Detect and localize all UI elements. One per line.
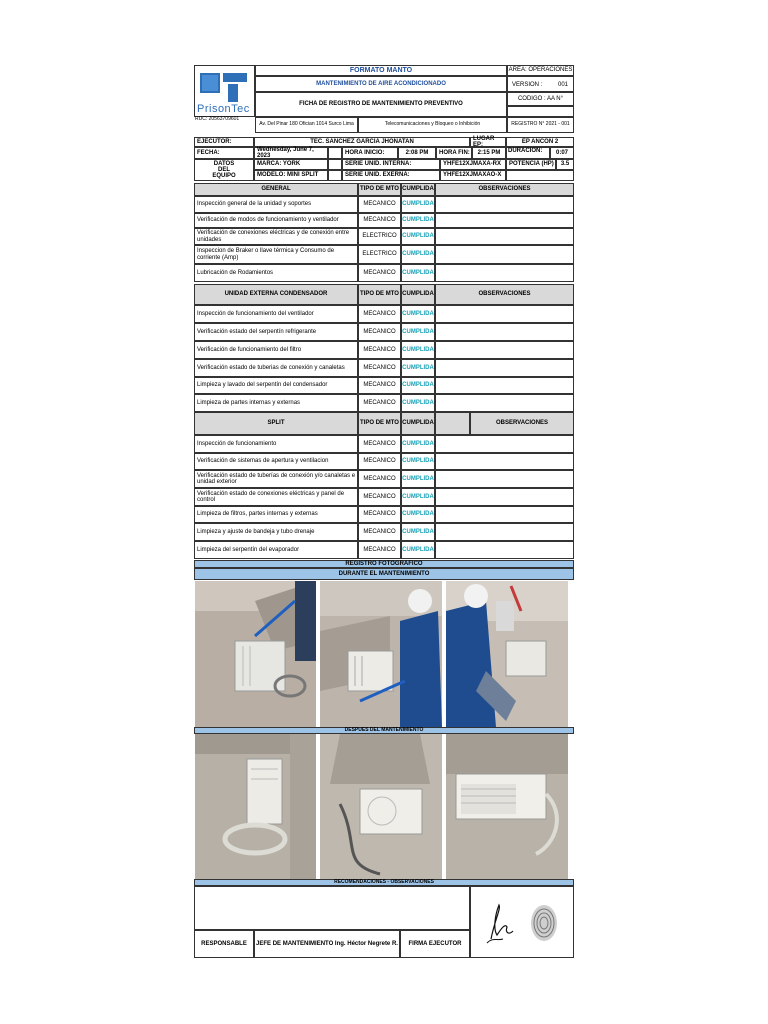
observaciones-cell bbox=[435, 506, 574, 523]
serie-externa-value: YHFE12XJMAXAO-X bbox=[440, 170, 506, 181]
recomendaciones-area bbox=[194, 886, 470, 930]
version-value: 001 bbox=[558, 82, 569, 88]
status-value: CUMPLIDA bbox=[401, 394, 435, 412]
status-value: CUMPLIDA bbox=[401, 377, 435, 394]
photo-after-3 bbox=[446, 734, 568, 879]
col-cumplida: CUMPLIDA bbox=[401, 412, 435, 435]
version-label: VERSION : bbox=[512, 82, 543, 88]
recomendaciones-band: RECOMENDACIONES - OBSERVACIONES bbox=[194, 879, 574, 886]
observaciones-cell bbox=[435, 264, 574, 282]
logo-icon bbox=[197, 70, 252, 104]
tipo-value: MECANICO bbox=[358, 213, 401, 228]
photo-during-2 bbox=[320, 581, 442, 727]
tipo-value: MECANICO bbox=[358, 488, 401, 506]
tipo-value: MECANICO bbox=[358, 506, 401, 523]
registro-number: REGISTRO N° 2021 - 001 bbox=[507, 117, 574, 133]
fingerprint-icon bbox=[529, 903, 559, 943]
jefe-label: JEFE DE MANTENIMIENTO Ing. Héctor Negrete R. bbox=[254, 930, 400, 958]
col-tipo: TIPO DE MTO bbox=[358, 183, 401, 196]
observaciones-cell bbox=[435, 213, 574, 228]
col-tipo: TIPO DE MTO bbox=[358, 412, 401, 435]
status-value: CUMPLIDA bbox=[401, 196, 435, 213]
col-observaciones: OBSERVACIONES bbox=[435, 183, 574, 196]
task-label: Verificación de modos de funcionamiento y ventilador bbox=[194, 213, 358, 228]
lugar-label: LUGAR EP: bbox=[470, 137, 506, 147]
tipo-value: MECANICO bbox=[358, 323, 401, 341]
observaciones-cell bbox=[435, 341, 574, 359]
observaciones-cell bbox=[435, 523, 574, 541]
observaciones-cell bbox=[435, 323, 574, 341]
status-value: CUMPLIDA bbox=[401, 359, 435, 377]
serie-externa-label: SERIE UNID. EXERNA: bbox=[342, 170, 440, 181]
task-label: Limpieza de partes internas y externas bbox=[194, 394, 358, 412]
observaciones-cell bbox=[435, 228, 574, 245]
modelo-label: MODELO: MINI SPLIT bbox=[254, 170, 328, 181]
task-label: Verificación estado de tuberias de conexión y canaletas bbox=[194, 359, 358, 377]
status-value: CUMPLIDA bbox=[401, 323, 435, 341]
marca-blank bbox=[328, 159, 342, 170]
status-value: CUMPLIDA bbox=[401, 305, 435, 323]
registro-band: REGISTRO FOTOGRAFICO bbox=[194, 560, 574, 568]
company-scope: Telecomunicaciones y Bloqueo o Inhibición bbox=[358, 117, 507, 133]
area-label: AREA: OPERACIONES bbox=[507, 65, 574, 76]
marca-label: MARCA: YORK bbox=[254, 159, 328, 170]
photo-during-3 bbox=[446, 581, 568, 727]
ruc-label: RUC: 20563709601 bbox=[195, 116, 240, 122]
section-header-general: GENERAL bbox=[194, 183, 358, 196]
status-value: CUMPLIDA bbox=[401, 341, 435, 359]
address-label: Av. Del Pinar 180 Ofician 1014 Surco Lima bbox=[255, 117, 358, 133]
col-cumplida: CUMPLIDA bbox=[401, 183, 435, 196]
status-value: CUMPLIDA bbox=[401, 488, 435, 506]
observaciones-cell bbox=[435, 359, 574, 377]
tipo-value: MECANICO bbox=[358, 341, 401, 359]
status-value: CUMPLIDA bbox=[401, 470, 435, 488]
hora-inicio-label: HORA INICIO: bbox=[342, 147, 398, 159]
observaciones-cell bbox=[435, 435, 574, 453]
status-value: CUMPLIDA bbox=[401, 264, 435, 282]
lugar-value: EP ANCON 2 bbox=[506, 137, 574, 147]
version-box bbox=[507, 76, 574, 92]
codigo-blank bbox=[507, 106, 574, 117]
photo-after-1 bbox=[195, 734, 316, 879]
firma-ejecutor-label: FIRMA EJECUTOR bbox=[400, 930, 470, 958]
task-label: Limpieza del serpentín del evaporador bbox=[194, 541, 358, 559]
observaciones-cell bbox=[435, 541, 574, 559]
task-label: Inspección de funcionamiento del ventilador bbox=[194, 305, 358, 323]
tipo-value: ELECTRICO bbox=[358, 228, 401, 245]
logo-box bbox=[194, 65, 255, 117]
serie-externa-blank bbox=[506, 170, 574, 181]
tipo-value: MECANICO bbox=[358, 196, 401, 213]
responsable-label: RESPONSABLE bbox=[194, 930, 254, 958]
col-tipo: TIPO DE MTO bbox=[358, 284, 401, 305]
tipo-value: MECANICO bbox=[358, 359, 401, 377]
signature-icon bbox=[483, 899, 523, 947]
observaciones-cell bbox=[435, 453, 574, 470]
fecha-value: Wednesday, June 7, 2023 bbox=[254, 147, 328, 159]
hora-fin-value: 2:15 PM bbox=[472, 147, 506, 159]
split-header-blank bbox=[435, 412, 470, 435]
observaciones-cell bbox=[435, 488, 574, 506]
codigo-label: CODIGO : AA N° bbox=[507, 92, 574, 106]
hora-inicio-value: 2:08 PM bbox=[398, 147, 436, 159]
task-label: Verificación estado de conexiones eléctricas y panel de control bbox=[194, 488, 358, 506]
tipo-value: MECANICO bbox=[358, 523, 401, 541]
observaciones-cell bbox=[435, 470, 574, 488]
sheet-title: FICHA DE REGISTRO DE MANTENIMIENTO PREVENTIVO bbox=[255, 92, 507, 117]
status-value: CUMPLIDA bbox=[401, 523, 435, 541]
tipo-value: MECANICO bbox=[358, 305, 401, 323]
task-label: Inspección de funcionamiento bbox=[194, 435, 358, 453]
section-header-split: SPLIT bbox=[194, 412, 358, 435]
task-label: Verificación de funcionamiento del filtro bbox=[194, 341, 358, 359]
despues-band: DESPUES DEL MANTENIMIENTO bbox=[194, 727, 574, 734]
status-value: CUMPLIDA bbox=[401, 245, 435, 264]
fecha-blank bbox=[328, 147, 342, 159]
status-value: CUMPLIDA bbox=[401, 506, 435, 523]
status-value: CUMPLIDA bbox=[401, 228, 435, 245]
subtitle: MANTENIMIENTO DE AIRE ACONDICIONADO bbox=[255, 76, 507, 92]
col-cumplida: CUMPLIDA bbox=[401, 284, 435, 305]
tipo-value: MECANICO bbox=[358, 541, 401, 559]
hora-fin-label: HORA FIN: bbox=[436, 147, 472, 159]
task-label: Verificación estado del serpentín refrigerante bbox=[194, 323, 358, 341]
section-header-unidad-externa: UNIDAD EXTERNA CONDENSADOR bbox=[194, 284, 358, 305]
photo-during-1 bbox=[195, 581, 316, 727]
task-label: Inspección general de la unidad y soportes bbox=[194, 196, 358, 213]
task-label: Verificación de sistemas de apertura y ventilacion bbox=[194, 453, 358, 470]
col-observaciones: OBSERVACIONES bbox=[470, 412, 574, 435]
observaciones-cell bbox=[435, 305, 574, 323]
task-label: Limpieza y ajuste de bandeja y tubo drenaje bbox=[194, 523, 358, 541]
ejecutor-value: TEC. SANCHEZ GARCIA JHONATAN bbox=[254, 137, 470, 147]
ejecutor-label: EJECUTOR: bbox=[194, 137, 254, 147]
col-observaciones: OBSERVACIONES bbox=[435, 284, 574, 305]
status-value: CUMPLIDA bbox=[401, 213, 435, 228]
datos-equipo-label: DATOS DEL EQUIPO bbox=[194, 159, 254, 181]
tipo-value: MECANICO bbox=[358, 470, 401, 488]
potencia-value: 3.5 bbox=[556, 159, 574, 170]
serie-interna-label: SERIE UNID. INTERNA: bbox=[342, 159, 440, 170]
observaciones-cell bbox=[435, 394, 574, 412]
observaciones-cell bbox=[435, 245, 574, 264]
signature-area bbox=[470, 886, 574, 958]
task-label: Lubricación de Rodamientos bbox=[194, 264, 358, 282]
photo-after-2 bbox=[320, 734, 442, 879]
serie-interna-value: YHFE12XJMAXA-RX bbox=[440, 159, 506, 170]
task-label: Inspeccion de Braker o llave térmica y Consumo de corriente (Amp) bbox=[194, 245, 358, 264]
task-label: Verificación estado de tuberías de conexión y/o canaletas e unidad exterior bbox=[194, 470, 358, 488]
observaciones-cell bbox=[435, 196, 574, 213]
tipo-value: MECANICO bbox=[358, 435, 401, 453]
tipo-value: ELECTRICO bbox=[358, 245, 401, 264]
form-title: FORMATO MANTO bbox=[255, 65, 507, 76]
tipo-value: MECANICO bbox=[358, 394, 401, 412]
duracion-value: 0:07 bbox=[550, 147, 574, 159]
potencia-label: POTENCIA (HP) bbox=[506, 159, 556, 170]
status-value: CUMPLIDA bbox=[401, 541, 435, 559]
duracion-label: DURACION: bbox=[506, 147, 550, 159]
tipo-value: MECANICO bbox=[358, 264, 401, 282]
logo-text: PrisonTec bbox=[197, 103, 250, 115]
tipo-value: MECANICO bbox=[358, 453, 401, 470]
task-label: Limpieza y lavado del serpentín del condensador bbox=[194, 377, 358, 394]
status-value: CUMPLIDA bbox=[401, 435, 435, 453]
tipo-value: MECANICO bbox=[358, 377, 401, 394]
modelo-blank bbox=[328, 170, 342, 181]
status-value: CUMPLIDA bbox=[401, 453, 435, 470]
observaciones-cell bbox=[435, 377, 574, 394]
task-label: Verificación de conexiones eléctricas y de conexión entre unidades bbox=[194, 228, 358, 245]
durante-band: DURANTE EL MANTENIMIENTO bbox=[194, 568, 574, 580]
fecha-label: FECHA: bbox=[194, 147, 254, 159]
task-label: Limpieza de filtros, partes internas y externas bbox=[194, 506, 358, 523]
